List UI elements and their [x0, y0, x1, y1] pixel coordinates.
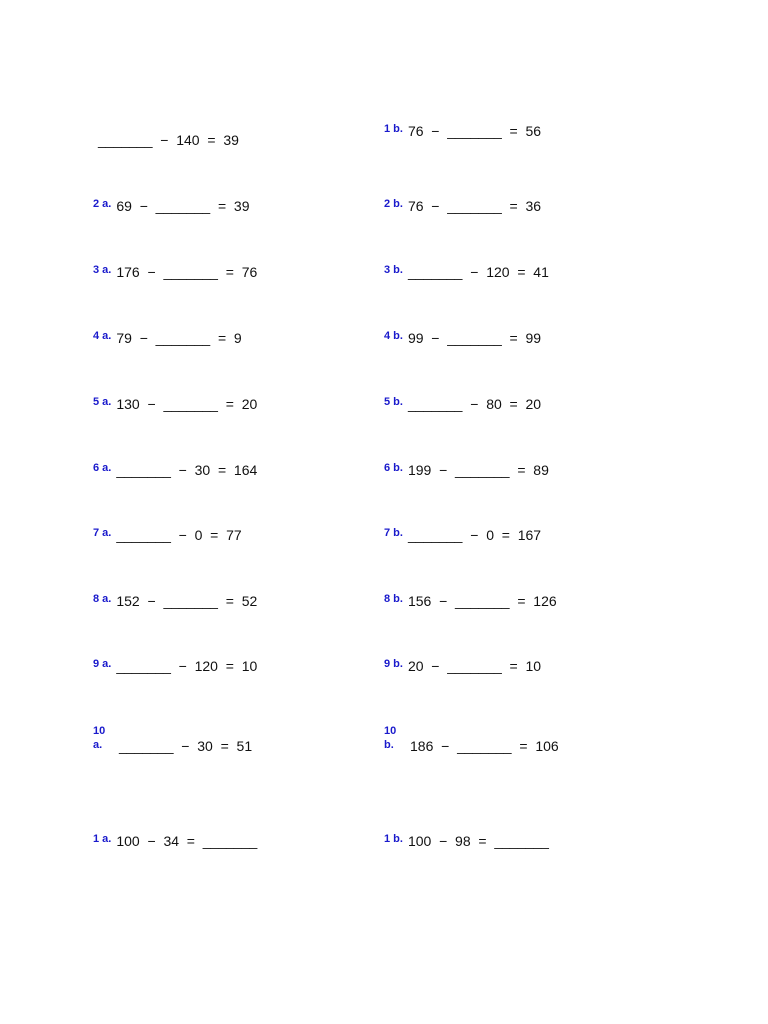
problem-number: 3 b.: [384, 264, 403, 276]
problem-4a: [93, 329, 242, 347]
problem-1b: [384, 122, 541, 140]
problem-2a: [93, 197, 249, 215]
problem-number-line1: 10: [93, 725, 106, 737]
problem-number: 1 b.: [384, 833, 403, 845]
equation: 100 − 98 = _______: [407, 833, 549, 849]
problem-7a: [93, 526, 242, 544]
problem-number: [93, 724, 113, 752]
problem-number: 8 a.: [93, 593, 112, 605]
equation: 99 − _______ = 99: [407, 330, 542, 346]
problem-number: 8 b.: [384, 593, 403, 605]
problem-6b: [384, 461, 549, 479]
problem-10b: [384, 724, 559, 755]
equation: 176 − _______ = 76: [116, 264, 258, 280]
problem-number: [384, 724, 404, 752]
problem-number: 4 a.: [93, 330, 112, 342]
equation: 100 − 34 = _______: [116, 833, 258, 849]
equation: 76 − _______ = 56: [407, 123, 542, 139]
equation: _______ − 30 = 164: [116, 462, 258, 478]
equation: 20 − _______ = 10: [407, 658, 542, 674]
problem-number-line2: b.: [384, 739, 394, 751]
problem-2b: [384, 197, 541, 215]
problem-number: 5 a.: [93, 396, 112, 408]
problem-number: 1 a.: [93, 833, 112, 845]
problem-1a: [93, 131, 239, 149]
equation: 76 − _______ = 36: [407, 198, 542, 214]
problem-5b: [384, 395, 541, 413]
problem-number: 9 b.: [384, 658, 403, 670]
problem-number: 7 a.: [93, 527, 112, 539]
problem-3b: [384, 263, 549, 281]
problem-9a: [93, 657, 257, 675]
equation: _______ − 0 = 167: [407, 527, 542, 543]
problem-6a: [93, 461, 257, 479]
problem-bottom-1a: [93, 832, 257, 850]
equation: _______ − 80 = 20: [407, 396, 542, 412]
problem-7b: [384, 526, 541, 544]
problem-9b: [384, 657, 541, 675]
problem-number: 3 a.: [93, 264, 112, 276]
problem-5a: [93, 395, 257, 413]
problem-8b: [384, 592, 557, 610]
problem-number: 7 b.: [384, 527, 403, 539]
equation: 130 − _______ = 20: [116, 396, 258, 412]
problem-number-line2: a.: [93, 739, 103, 751]
problem-bottom-1b: [384, 832, 549, 850]
equation: 156 − _______ = 126: [407, 593, 557, 609]
problem-10a: [93, 724, 252, 755]
equation: 152 − _______ = 52: [116, 593, 258, 609]
problem-3a: [93, 263, 257, 281]
equation: 199 − _______ = 89: [407, 462, 549, 478]
problem-number: 1 b.: [384, 123, 403, 135]
problem-number: 5 b.: [384, 396, 403, 408]
equation: 79 − _______ = 9: [116, 330, 242, 346]
equation: _______ − 30 = 51: [119, 738, 253, 754]
problem-number: 4 b.: [384, 330, 403, 342]
problem-number-line1: 10: [384, 725, 397, 737]
problem-number: 2 b.: [384, 198, 403, 210]
equation: _______ − 120 = 41: [407, 264, 549, 280]
problem-number: 6 a.: [93, 462, 112, 474]
problem-number: 6 b.: [384, 462, 403, 474]
equation: _______ − 140 = 39: [98, 132, 239, 148]
equation: 186 − _______ = 106: [410, 738, 559, 754]
problem-4b: [384, 329, 541, 347]
problem-number: 9 a.: [93, 658, 112, 670]
equation: 69 − _______ = 39: [116, 198, 250, 214]
problem-number: 2 a.: [93, 198, 112, 210]
equation: _______ − 0 = 77: [116, 527, 242, 543]
problem-8a: [93, 592, 257, 610]
equation: _______ − 120 = 10: [116, 658, 258, 674]
